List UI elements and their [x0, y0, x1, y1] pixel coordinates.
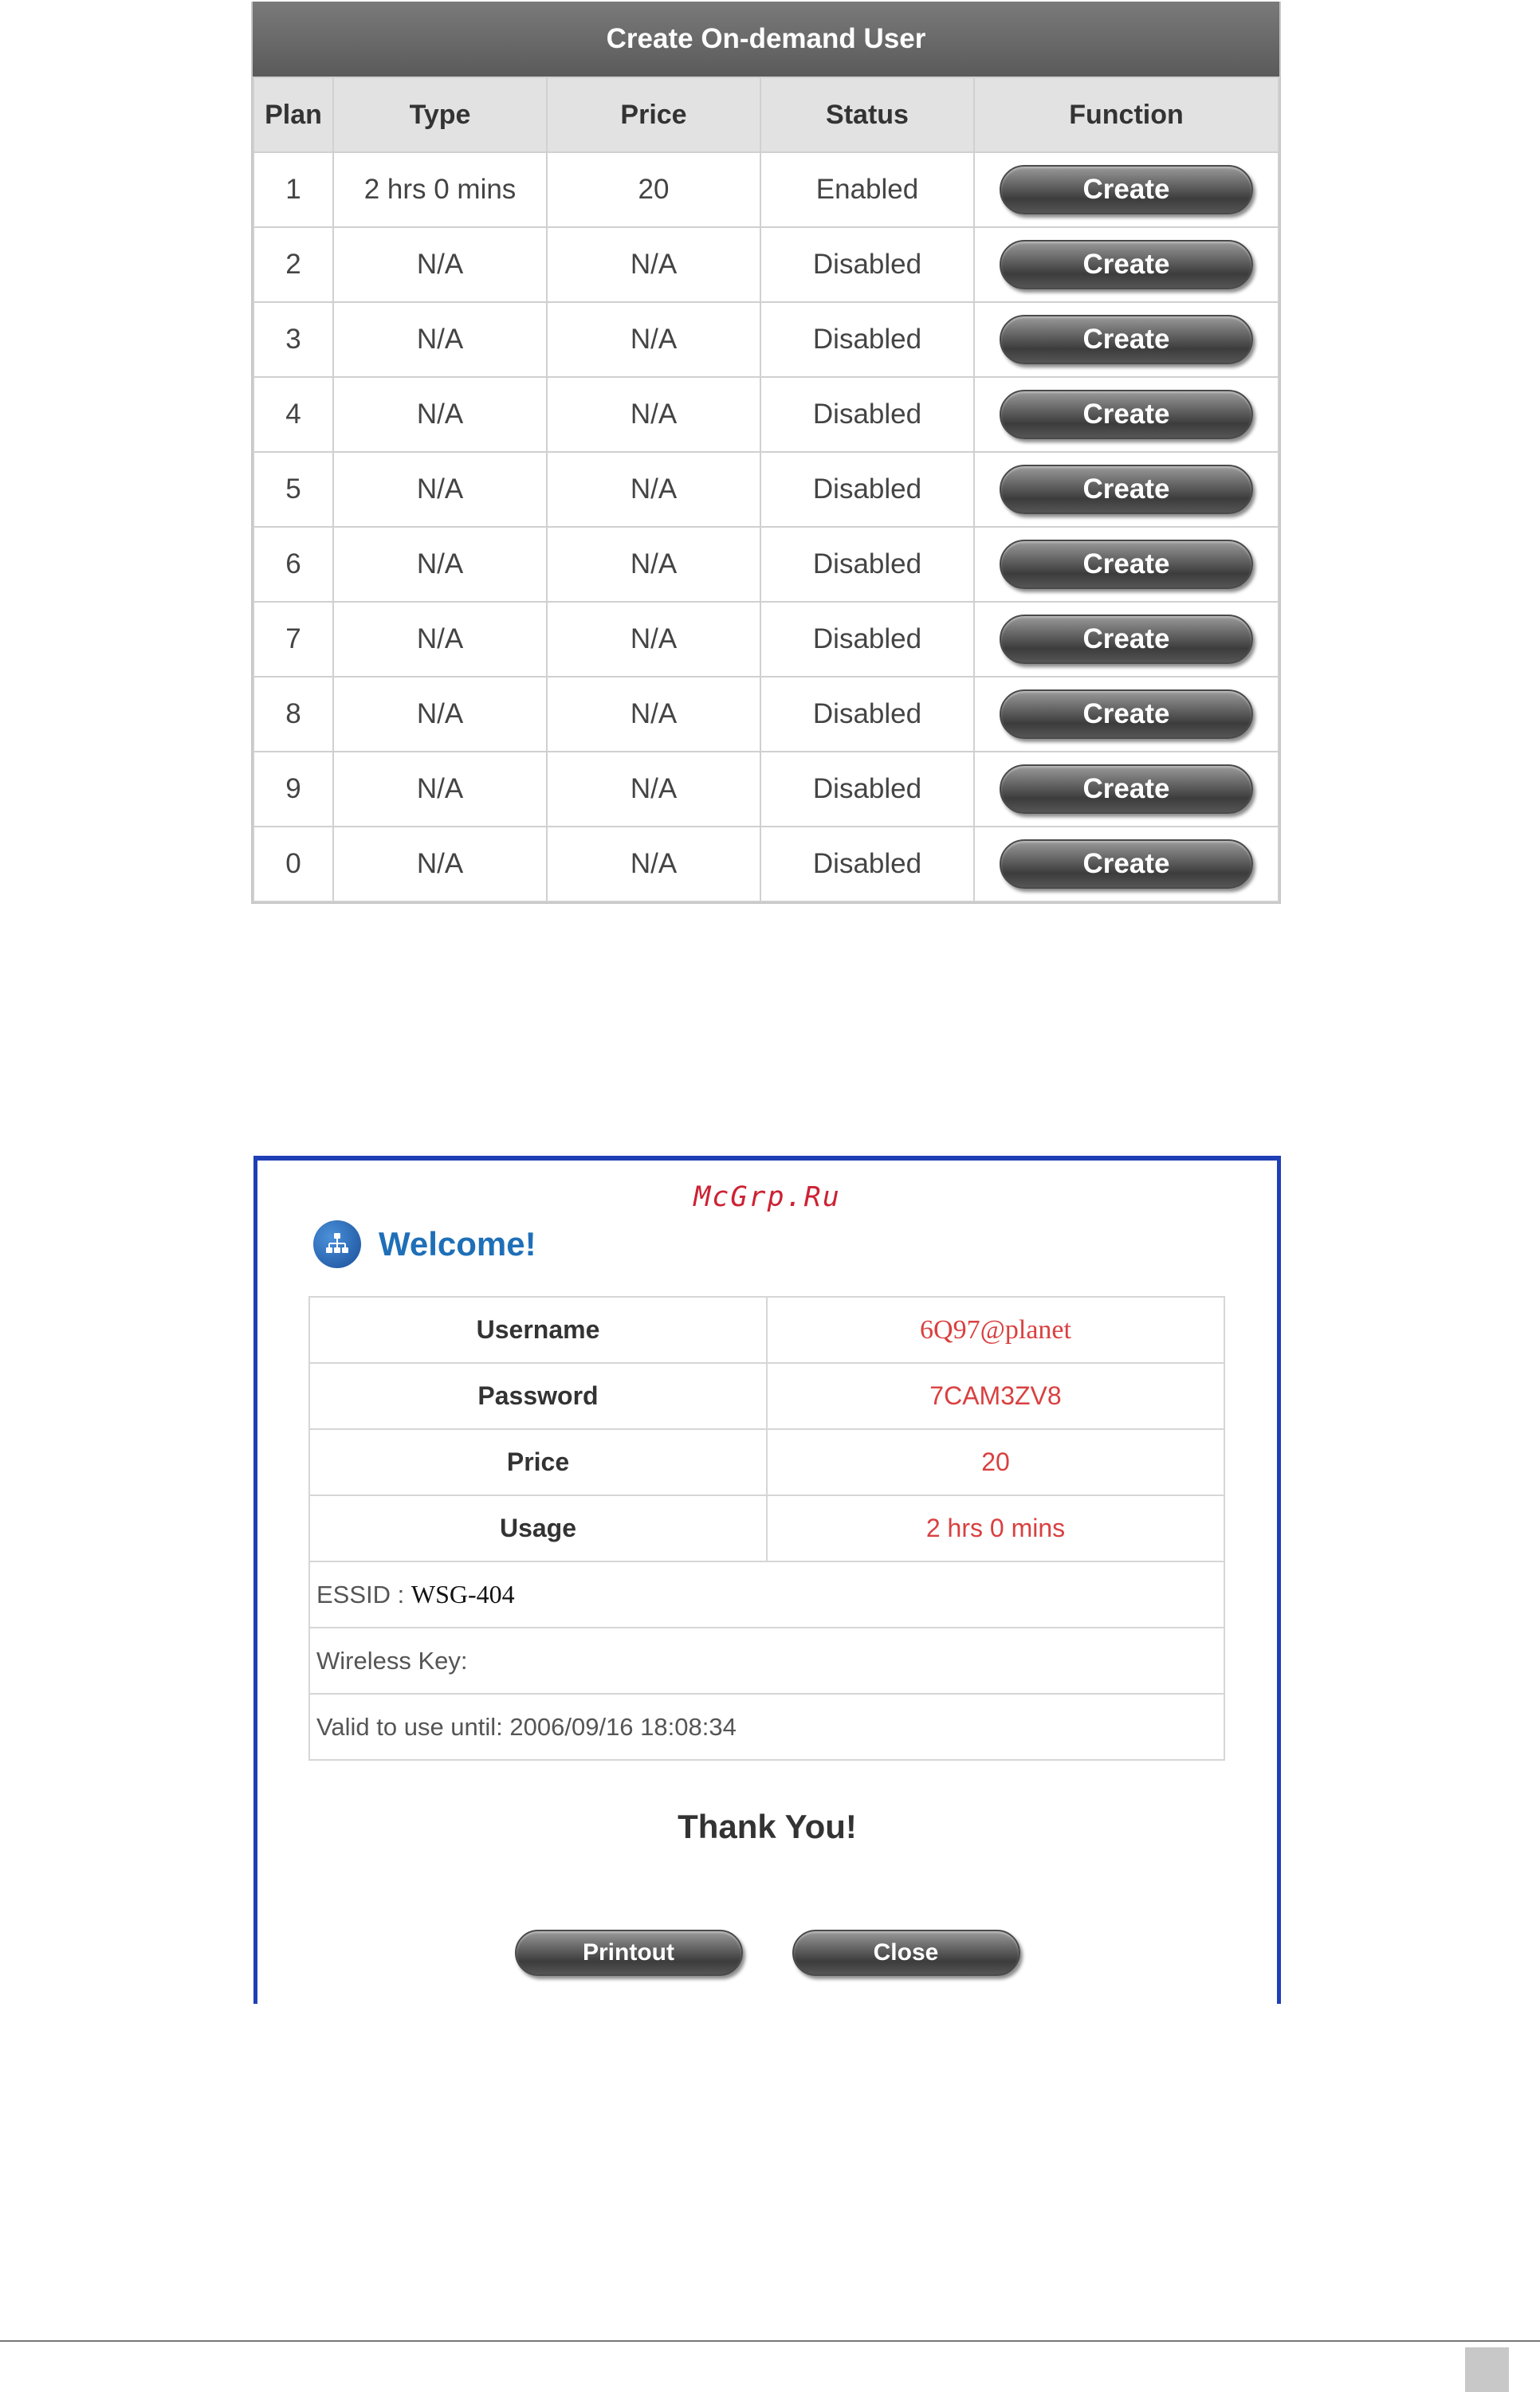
status-cell: Enabled: [760, 152, 974, 227]
table-row: [253, 377, 1279, 452]
column-header-type: Type: [333, 77, 547, 152]
table-row: [253, 677, 1279, 752]
function-cell: [974, 227, 1279, 302]
plan-cell: 4: [253, 377, 333, 452]
function-cell: [974, 377, 1279, 452]
column-header-plan: Plan: [253, 77, 333, 152]
price-cell: N/A: [547, 677, 760, 752]
type-cell: N/A: [333, 227, 547, 302]
function-cell: [974, 302, 1279, 377]
price-cell: N/A: [547, 752, 760, 827]
create-button[interactable]: Create: [1000, 390, 1253, 439]
welcome-header: [313, 1220, 536, 1268]
password-value: 7CAM3ZV8: [767, 1363, 1224, 1429]
create-button[interactable]: Create: [1000, 839, 1253, 889]
valid-until-row: [309, 1694, 1224, 1760]
footer-divider: [0, 2340, 1540, 2342]
type-cell: N/A: [333, 452, 547, 527]
function-cell: [974, 152, 1279, 227]
price-cell: N/A: [547, 527, 760, 602]
create-button[interactable]: Create: [1000, 615, 1253, 664]
plans-table: [253, 77, 1279, 902]
table-row: [253, 827, 1279, 901]
price-cell: 20: [547, 152, 760, 227]
status-cell: Disabled: [760, 752, 974, 827]
price-cell: N/A: [547, 452, 760, 527]
username-value: 6Q97@planet: [767, 1297, 1224, 1363]
price-row: [309, 1429, 1224, 1495]
type-cell: 2 hrs 0 mins: [333, 152, 547, 227]
type-cell: N/A: [333, 827, 547, 901]
plan-cell: 3: [253, 302, 333, 377]
function-cell: [974, 677, 1279, 752]
watermark-text: McGrp.Ru: [693, 1181, 841, 1213]
table-row: [253, 602, 1279, 677]
create-button[interactable]: Create: [1000, 465, 1253, 514]
status-cell: Disabled: [760, 377, 974, 452]
table-row: [253, 152, 1279, 227]
plan-cell: 0: [253, 827, 333, 901]
type-cell: N/A: [333, 752, 547, 827]
table-row: [253, 227, 1279, 302]
usage-label: Usage: [309, 1495, 767, 1561]
welcome-title: Welcome!: [379, 1225, 536, 1263]
page-number-box: [1465, 2347, 1509, 2392]
password-label: Password: [309, 1363, 767, 1429]
status-cell: Disabled: [760, 827, 974, 901]
status-cell: Disabled: [760, 302, 974, 377]
type-cell: N/A: [333, 377, 547, 452]
create-button[interactable]: Create: [1000, 540, 1253, 589]
create-button[interactable]: Create: [1000, 689, 1253, 739]
status-cell: Disabled: [760, 677, 974, 752]
plan-cell: 2: [253, 227, 333, 302]
price-cell: N/A: [547, 602, 760, 677]
status-cell: Disabled: [760, 452, 974, 527]
function-cell: [974, 527, 1279, 602]
create-button[interactable]: Create: [1000, 315, 1253, 364]
type-cell: N/A: [333, 602, 547, 677]
status-cell: Disabled: [760, 527, 974, 602]
create-button[interactable]: Create: [1000, 240, 1253, 289]
function-cell: [974, 602, 1279, 677]
plan-cell: 5: [253, 452, 333, 527]
dialog-button-row: [257, 1930, 1277, 1976]
plan-cell: 7: [253, 602, 333, 677]
price-cell: N/A: [547, 227, 760, 302]
price-cell: N/A: [547, 827, 760, 901]
essid-label: ESSID :: [316, 1581, 405, 1608]
essid-value: WSG-404: [411, 1580, 515, 1608]
plan-cell: 8: [253, 677, 333, 752]
ondemand-user-panel: [251, 2, 1281, 904]
function-cell: [974, 827, 1279, 901]
wireless-key-row: [309, 1628, 1224, 1694]
valid-until-text: Valid to use until: 2006/09/16 18:08:34: [309, 1694, 1224, 1760]
price-cell: N/A: [547, 377, 760, 452]
account-info-table: [308, 1296, 1225, 1761]
table-row: [253, 752, 1279, 827]
create-button[interactable]: Create: [1000, 764, 1253, 814]
create-button[interactable]: Create: [1000, 165, 1253, 214]
status-cell: Disabled: [760, 227, 974, 302]
type-cell: N/A: [333, 302, 547, 377]
function-cell: [974, 752, 1279, 827]
plan-cell: 9: [253, 752, 333, 827]
wireless-key-label: Wireless Key:: [309, 1628, 1224, 1694]
password-row: [309, 1363, 1224, 1429]
price-cell: N/A: [547, 302, 760, 377]
panel-title: Create On-demand User: [253, 2, 1279, 77]
welcome-dialog: [253, 1156, 1281, 2004]
essid-cell: [309, 1561, 1224, 1628]
column-header-function: Function: [974, 77, 1279, 152]
network-icon: [313, 1220, 361, 1268]
essid-row: [309, 1561, 1224, 1628]
plan-cell: 6: [253, 527, 333, 602]
plan-cell: 1: [253, 152, 333, 227]
close-button[interactable]: Close: [792, 1930, 1020, 1976]
usage-row: [309, 1495, 1224, 1561]
status-cell: Disabled: [760, 602, 974, 677]
table-row: [253, 452, 1279, 527]
usage-value: 2 hrs 0 mins: [767, 1495, 1224, 1561]
username-label: Username: [309, 1297, 767, 1363]
price-label: Price: [309, 1429, 767, 1495]
function-cell: [974, 452, 1279, 527]
table-row: [253, 527, 1279, 602]
table-row: [253, 302, 1279, 377]
type-cell: N/A: [333, 527, 547, 602]
thank-you-text: Thank You!: [678, 1808, 857, 1845]
username-row: [309, 1297, 1224, 1363]
column-header-status: Status: [760, 77, 974, 152]
price-value: 20: [767, 1429, 1224, 1495]
printout-button[interactable]: Printout: [515, 1930, 743, 1976]
type-cell: N/A: [333, 677, 547, 752]
column-header-price: Price: [547, 77, 760, 152]
table-header-row: [253, 77, 1279, 152]
